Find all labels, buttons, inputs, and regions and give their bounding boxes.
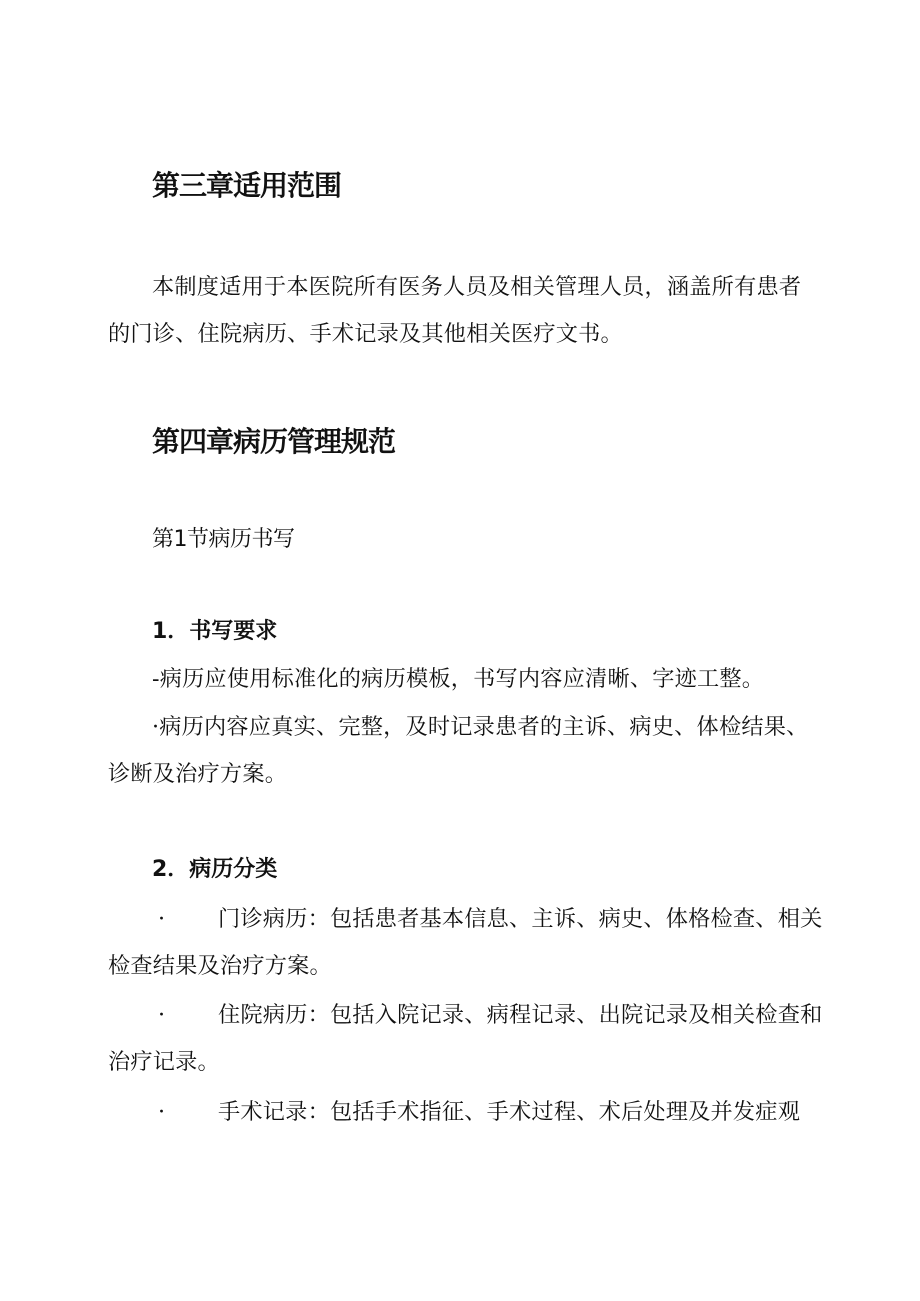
bullet-surgery	[108, 1089, 823, 1136]
bullet-term: 住院病历	[218, 1002, 308, 1028]
item-1-line-2: ·病历内容应真实、完整，及时记录患者的主诉、病史、体检结果、诊断及治疗方案。	[108, 714, 809, 787]
bullet-inpatient	[108, 992, 823, 1086]
bullet-dot: ·	[158, 906, 166, 932]
bullet-text: ：包括手术指征、手术过程、术后处理及并发症观	[307, 1099, 801, 1125]
item-2-title: 2．病历分类	[152, 857, 278, 882]
bullet-text: ：包括入院记录、病程记录、出院记录及相关检查和治疗记录。	[108, 1002, 823, 1075]
bullet-term: 门诊病历	[218, 906, 308, 932]
chapter-3-body: 本制度适用于本医院所有医务人员及相关管理人员，涵盖所有患者的门诊、住院病历、手术记录及其他相关医疗文书。	[108, 274, 802, 347]
chapter-3-title: 第三章适用范围	[152, 169, 342, 202]
item-1-line-1: -病历应使用标准化的病历模板，书写内容应清晰、字迹工整。	[152, 666, 765, 692]
bullet-term: 手术记录	[218, 1099, 308, 1125]
bullet-text: ：包括患者基本信息、主诉、病史、体格检查、相关检查结果及治疗方案。	[108, 906, 823, 979]
chapter-4-title: 第四章病历管理规范	[152, 425, 396, 458]
bullet-dot: ·	[158, 1099, 166, 1125]
bullet-outpatient	[108, 896, 823, 990]
item-1-title: 1．书写要求	[152, 619, 278, 644]
bullet-dot: ·	[158, 1002, 166, 1028]
section-1-title: 第1节病历书写	[152, 527, 295, 552]
